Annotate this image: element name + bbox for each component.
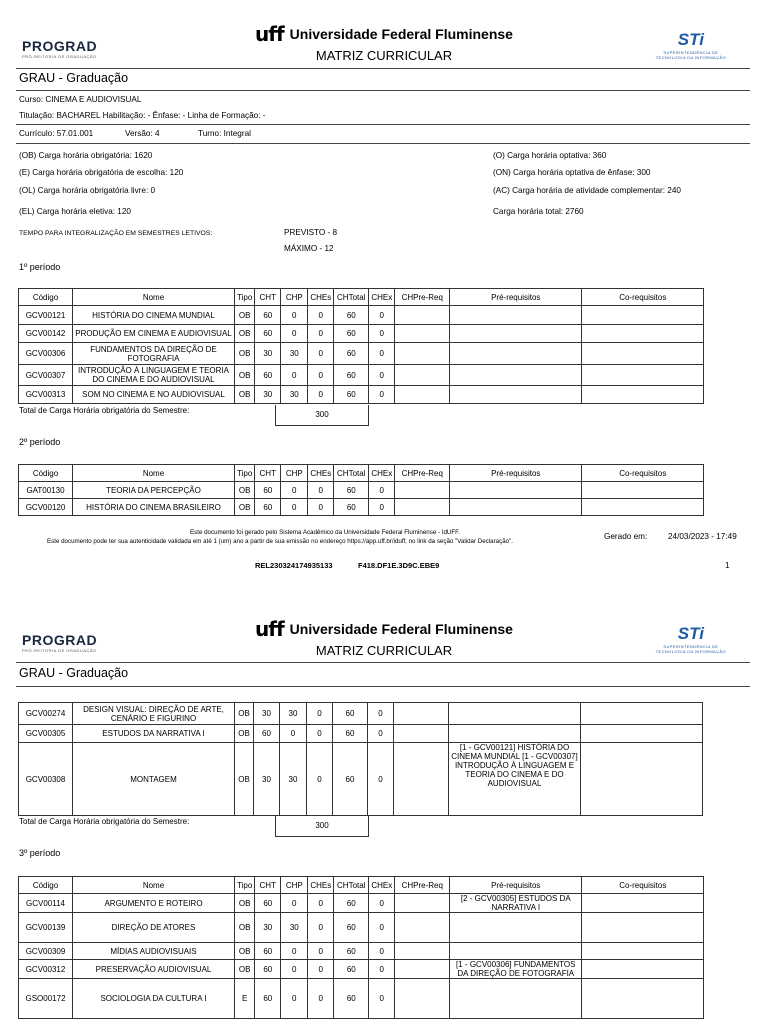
table-cell [581, 703, 703, 725]
header-title [0, 617, 768, 658]
table-cell: 60 [334, 913, 369, 943]
table-cell: 0 [281, 482, 308, 499]
turno: Turno: Integral [198, 129, 251, 138]
table-cell [582, 343, 704, 365]
column-header: CHEs [308, 289, 334, 306]
divider [16, 124, 750, 125]
curso: Curso: CINEMA E AUDIOVISUAL [19, 95, 142, 104]
table-cell: 30 [281, 913, 308, 943]
table-cell: 0 [281, 365, 308, 386]
column-header: CHPre-Req [395, 465, 450, 482]
table-cell: 0 [308, 365, 334, 386]
table-cell: 30 [254, 743, 280, 816]
table-cell: 0 [369, 960, 395, 979]
table-cell: SOM NO CINEMA E NO AUDIOVISUAL [73, 386, 235, 404]
table-cell: GCV00305 [19, 725, 73, 743]
table-cell: 0 [308, 499, 334, 516]
table-cell: 60 [255, 365, 281, 386]
table-row [19, 725, 703, 743]
column-header: CHP [281, 289, 308, 306]
table-cell: 0 [308, 325, 334, 343]
table-cell: 0 [369, 482, 395, 499]
table-row [19, 306, 704, 325]
table-cell: 60 [334, 365, 369, 386]
table-cell: OB [235, 386, 255, 404]
table-cell: 60 [334, 499, 369, 516]
table-cell [450, 913, 582, 943]
table-cell: GCV00309 [19, 943, 73, 960]
table-cell: OB [235, 894, 255, 913]
table-row [19, 913, 704, 943]
periodo-3-table [18, 876, 704, 1019]
titulacao: Titulação: BACHAREL Habilitação: - Ênfase: - Linha de Formação: - [19, 111, 266, 120]
table-cell: OB [235, 703, 254, 725]
table-cell: TEORIA DA PERCEPÇÃO [73, 482, 235, 499]
table-row [19, 943, 704, 960]
periodo-2-total-label: Total de Carga Horária obrigatória do Semestre: [19, 817, 190, 826]
table-cell: 30 [255, 343, 281, 365]
table-cell: GCV00306 [19, 343, 73, 365]
column-header: Código [19, 465, 73, 482]
carga-o: (O) Carga horária optativa: 360 [493, 151, 607, 160]
table-cell: GCV00139 [19, 913, 73, 943]
gerado-value: 24/03/2023 - 17:49 [668, 532, 737, 541]
table-cell: 0 [369, 365, 395, 386]
table-cell: 60 [255, 979, 281, 1019]
column-header: CHEs [308, 465, 334, 482]
table-cell [582, 306, 704, 325]
periodo-2-title: 2º período [19, 437, 61, 447]
carga-ac: (AC) Carga horária de atividade complementar: 240 [493, 186, 681, 195]
table-cell: HISTÓRIA DO CINEMA MUNDIAL [73, 306, 235, 325]
table-cell: 0 [281, 960, 308, 979]
doc-title: MATRIZ CURRICULAR [315, 48, 453, 63]
table-cell: 60 [254, 725, 280, 743]
table-row [19, 703, 703, 725]
column-header: Co-requisitos [582, 289, 704, 306]
column-header: CHT [255, 289, 281, 306]
table-cell: MÍDIAS AUDIOVISUAIS [73, 943, 235, 960]
table-cell [581, 743, 703, 816]
table-cell: 60 [255, 499, 281, 516]
table-cell: 0 [368, 703, 394, 725]
table-cell: 60 [333, 703, 368, 725]
table-cell: PRESERVAÇÃO AUDIOVISUAL [73, 960, 235, 979]
table-cell: FUNDAMENTOS DA DIREÇÃO DE FOTOGRAFIA [73, 343, 235, 365]
table-cell: OB [235, 482, 255, 499]
column-header: Tipo [235, 465, 255, 482]
table-cell: OB [235, 365, 255, 386]
sti-logo: STi SUPERINTENDÊNCIA DE TECNOLOGIA DA INFORMAÇÃO [655, 30, 726, 60]
table-cell [582, 386, 704, 404]
table-cell: 0 [308, 913, 334, 943]
table-cell [450, 325, 582, 343]
table-cell [395, 943, 450, 960]
table-cell: 30 [280, 703, 307, 725]
table-cell: 0 [281, 943, 308, 960]
table-cell [450, 343, 582, 365]
table-cell [395, 482, 450, 499]
periodo-1-total: 300 [275, 405, 369, 426]
column-header: CHEs [308, 877, 334, 894]
table-cell: GCV00142 [19, 325, 73, 343]
table-cell: 0 [369, 386, 395, 404]
table-cell [450, 979, 582, 1019]
divider [16, 662, 750, 663]
table-cell [395, 343, 450, 365]
column-header: Nome [73, 465, 235, 482]
footer-line2: Este documento pode ter sua autenticidade validada em até 1 (um) ano a partir de sua emissão no endereço https://app.uff.br/iduff, no link da seção "Validar Declaração". [47, 538, 513, 545]
carga-e: (E) Carga horária obrigatória de escolha: 120 [19, 168, 184, 177]
table-cell: 0 [281, 306, 308, 325]
table-cell: 60 [334, 979, 369, 1019]
carga-el: (EL) Carga horária eletiva: 120 [19, 207, 131, 216]
table-cell: 0 [281, 499, 308, 516]
table-cell: OB [235, 960, 255, 979]
table-cell: 0 [308, 943, 334, 960]
table-cell: 60 [255, 325, 281, 343]
table-cell: SOCIOLOGIA DA CULTURA I [73, 979, 235, 1019]
column-header: CHTotal [334, 465, 369, 482]
column-header: Co-requisitos [582, 465, 704, 482]
table-cell: 60 [255, 894, 281, 913]
table-cell: 30 [255, 386, 281, 404]
table-cell: 30 [281, 386, 308, 404]
table-cell: ARGUMENTO E ROTEIRO [73, 894, 235, 913]
table-cell: [1 - GCV00306] FUNDAMENTOS DA DIREÇÃO DE FOTOGRAFIA [450, 960, 582, 979]
table-cell [582, 365, 704, 386]
table-cell: 60 [255, 306, 281, 325]
table-cell: 0 [369, 325, 395, 343]
table-cell: OB [235, 499, 255, 516]
doc-title: MATRIZ CURRICULAR [315, 643, 453, 658]
carga-ob: (OB) Carga horária obrigatória: 1620 [19, 151, 153, 160]
table-cell: 30 [280, 743, 307, 816]
column-header: CHP [281, 877, 308, 894]
table-cell [394, 725, 449, 743]
uff-logo: uff [255, 22, 284, 46]
table-cell: OB [235, 343, 255, 365]
table-cell: 0 [308, 386, 334, 404]
gerado-label: Gerado em: [604, 532, 648, 541]
tempo-label: TEMPO PARA INTEGRALIZAÇÃO EM SEMESTRES LETIVOS: [19, 230, 213, 237]
table-row [19, 499, 704, 516]
column-header: CHEx [369, 289, 395, 306]
table-cell: GCV00120 [19, 499, 73, 516]
column-header: CHPre-Req [395, 877, 450, 894]
column-header: Tipo [235, 289, 255, 306]
column-header: CHT [255, 465, 281, 482]
table-cell: 60 [255, 960, 281, 979]
table-cell [395, 979, 450, 1019]
table-cell: DESIGN VISUAL: DIREÇÃO DE ARTE, CENÁRIO E FIGURINO [73, 703, 235, 725]
table-cell: 60 [334, 943, 369, 960]
tempo-maximo: MÁXIMO - 12 [284, 244, 334, 253]
table-cell: 0 [280, 725, 307, 743]
table-cell: 60 [334, 343, 369, 365]
table-cell: GCV00121 [19, 306, 73, 325]
table-cell: 60 [333, 725, 368, 743]
periodo-3-title: 3º período [19, 848, 61, 858]
column-header: Co-requisitos [582, 877, 704, 894]
table-cell [450, 499, 582, 516]
page-number: 1 [725, 561, 730, 570]
table-cell [582, 482, 704, 499]
table-cell: 0 [308, 343, 334, 365]
header-title [0, 22, 768, 63]
table-cell: 0 [307, 703, 333, 725]
table-cell: OB [235, 913, 255, 943]
table-cell: MONTAGEM [73, 743, 235, 816]
table-cell [395, 894, 450, 913]
table-cell: HISTÓRIA DO CINEMA BRASILEIRO [73, 499, 235, 516]
divider [16, 143, 750, 144]
table-row [19, 743, 703, 816]
table-cell: GCV00308 [19, 743, 73, 816]
table-cell: [2 - GCV00305] ESTUDOS DA NARRATIVA I [450, 894, 582, 913]
table-cell: GCV00313 [19, 386, 73, 404]
table-cell [582, 943, 704, 960]
table-cell: 0 [307, 725, 333, 743]
column-header: Pré-requisitos [450, 465, 582, 482]
column-header: CHTotal [334, 289, 369, 306]
table-cell: 30 [254, 703, 280, 725]
tempo-previsto: PREVISTO - 8 [284, 228, 338, 237]
column-header: CHEx [369, 877, 395, 894]
table-cell: 60 [334, 386, 369, 404]
table-cell [450, 482, 582, 499]
table-cell: OB [235, 725, 254, 743]
table-cell [582, 325, 704, 343]
divider [16, 68, 750, 69]
table-cell [395, 306, 450, 325]
table-cell: 0 [281, 325, 308, 343]
table-header-row [19, 877, 704, 894]
table-row [19, 482, 704, 499]
column-header: Pré-requisitos [450, 289, 582, 306]
table-cell: OB [235, 943, 255, 960]
column-header: CHT [255, 877, 281, 894]
table-cell: OB [235, 743, 254, 816]
table-cell: [1 - GCV00121] HISTÓRIA DO CINEMA MUNDIAL [1 - GCV00307] INTRODUÇÃO À LINGUAGEM E TEORIA DO CINEMA E DO AUDIOVISUAL [449, 743, 581, 816]
uff-logo: uff [255, 617, 284, 641]
grau-title: GRAU - Graduação [19, 666, 129, 680]
versao: Versão: 4 [125, 129, 160, 138]
column-header: Tipo [235, 877, 255, 894]
table-cell: INTRODUÇÃO À LINGUAGEM E TEORIA DO CINEMA E DO AUDIOVISUAL [73, 365, 235, 386]
table-cell [395, 499, 450, 516]
column-header: Código [19, 289, 73, 306]
table-header-row [19, 465, 704, 482]
periodo-2-total: 300 [275, 816, 369, 837]
prograd-logo: PROGRAD PRÓ-REITORIA DE GRADUAÇÃO [22, 632, 98, 653]
table-cell: 0 [368, 725, 394, 743]
periodo-1-table [18, 288, 704, 404]
table-cell [450, 306, 582, 325]
table-cell: ESTUDOS DA NARRATIVA I [73, 725, 235, 743]
table-cell: E [235, 979, 255, 1019]
table-cell [394, 743, 449, 816]
table-cell: 0 [369, 306, 395, 325]
table-cell: 0 [369, 913, 395, 943]
validation-code: F418.DF1E.3D9C.EBE9 [358, 561, 440, 570]
prograd-logo: PROGRAD PRÓ-REITORIA DE GRADUAÇÃO [22, 38, 98, 59]
table-cell [582, 913, 704, 943]
table-cell [450, 386, 582, 404]
column-header: Nome [73, 289, 235, 306]
table-cell: 0 [308, 306, 334, 325]
table-cell: 60 [334, 306, 369, 325]
carga-ol: (OL) Carga horária obrigatória livre: 0 [19, 186, 156, 195]
table-row [19, 365, 704, 386]
table-cell [395, 913, 450, 943]
table-cell: 30 [281, 343, 308, 365]
table-cell: 0 [369, 943, 395, 960]
table-cell: OB [235, 325, 255, 343]
table-cell: 0 [308, 482, 334, 499]
table-cell [395, 365, 450, 386]
table-cell: 0 [307, 743, 333, 816]
table-cell [395, 325, 450, 343]
table-cell: 60 [334, 325, 369, 343]
table-cell: 0 [369, 499, 395, 516]
divider [16, 90, 750, 91]
table-cell: GCV00312 [19, 960, 73, 979]
periodo-1-total-label: Total de Carga Horária obrigatória do Semestre: [19, 406, 190, 415]
column-header: Pré-requisitos [450, 877, 582, 894]
table-cell [582, 979, 704, 1019]
carga-total: Carga horária total: 2760 [493, 207, 584, 216]
table-cell [582, 960, 704, 979]
table-cell: 0 [369, 343, 395, 365]
table-cell: 60 [334, 482, 369, 499]
table-header-row [19, 289, 704, 306]
table-cell: GCV00114 [19, 894, 73, 913]
table-cell: 60 [334, 960, 369, 979]
table-cell [394, 703, 449, 725]
column-header: CHPre-Req [395, 289, 450, 306]
table-cell: 60 [255, 943, 281, 960]
table-cell [449, 725, 581, 743]
table-cell [395, 386, 450, 404]
report-code: REL230324174935133 [255, 561, 333, 570]
divider [16, 686, 750, 687]
table-cell: 0 [368, 743, 394, 816]
column-header: CHP [281, 465, 308, 482]
table-cell: OB [235, 306, 255, 325]
table-cell: GAT00130 [19, 482, 73, 499]
carga-on: (ON) Carga horária optativa de ênfase: 300 [493, 168, 651, 177]
table-cell: PRODUÇÃO EM CINEMA E AUDIOVISUAL [73, 325, 235, 343]
table-cell [582, 499, 704, 516]
university-name: Universidade Federal Fluminense [289, 26, 513, 42]
table-cell: 60 [334, 894, 369, 913]
table-row [19, 894, 704, 913]
table-cell [450, 943, 582, 960]
table-cell: 0 [369, 894, 395, 913]
periodo-2-table-cont [18, 702, 703, 816]
table-cell: GCV00307 [19, 365, 73, 386]
column-header: Nome [73, 877, 235, 894]
table-cell: 60 [255, 482, 281, 499]
table-row [19, 386, 704, 404]
table-cell: 60 [333, 743, 368, 816]
column-header: CHTotal [334, 877, 369, 894]
curriculo: Currículo: 57.01.001 [19, 129, 94, 138]
table-cell: 0 [308, 894, 334, 913]
table-cell [582, 894, 704, 913]
table-cell: GSO00172 [19, 979, 73, 1019]
footer-line1: Este documento foi gerado pelo Sistema Acadêmico da Universidade Federal Fluminense - IdUFF. [190, 529, 460, 536]
table-cell: GCV00274 [19, 703, 73, 725]
sti-logo: STi SUPERINTENDÊNCIA DE TECNOLOGIA DA INFORMAÇÃO [655, 624, 726, 654]
table-cell: 0 [369, 979, 395, 1019]
table-cell: DIREÇÃO DE ATORES [73, 913, 235, 943]
table-cell [450, 365, 582, 386]
periodo-1-title: 1º período [19, 262, 61, 272]
periodo-2-table [18, 464, 704, 516]
column-header: CHEx [369, 465, 395, 482]
column-header: Código [19, 877, 73, 894]
grau-title: GRAU - Graduação [19, 71, 129, 85]
table-cell [449, 703, 581, 725]
table-cell [581, 725, 703, 743]
table-cell: 30 [255, 913, 281, 943]
table-row [19, 325, 704, 343]
table-cell: 0 [281, 894, 308, 913]
table-row [19, 979, 704, 1019]
table-cell: 0 [308, 960, 334, 979]
table-row [19, 343, 704, 365]
table-cell: 0 [308, 979, 334, 1019]
table-row [19, 960, 704, 979]
table-cell [395, 960, 450, 979]
university-name: Universidade Federal Fluminense [289, 621, 513, 637]
table-cell: 0 [281, 979, 308, 1019]
